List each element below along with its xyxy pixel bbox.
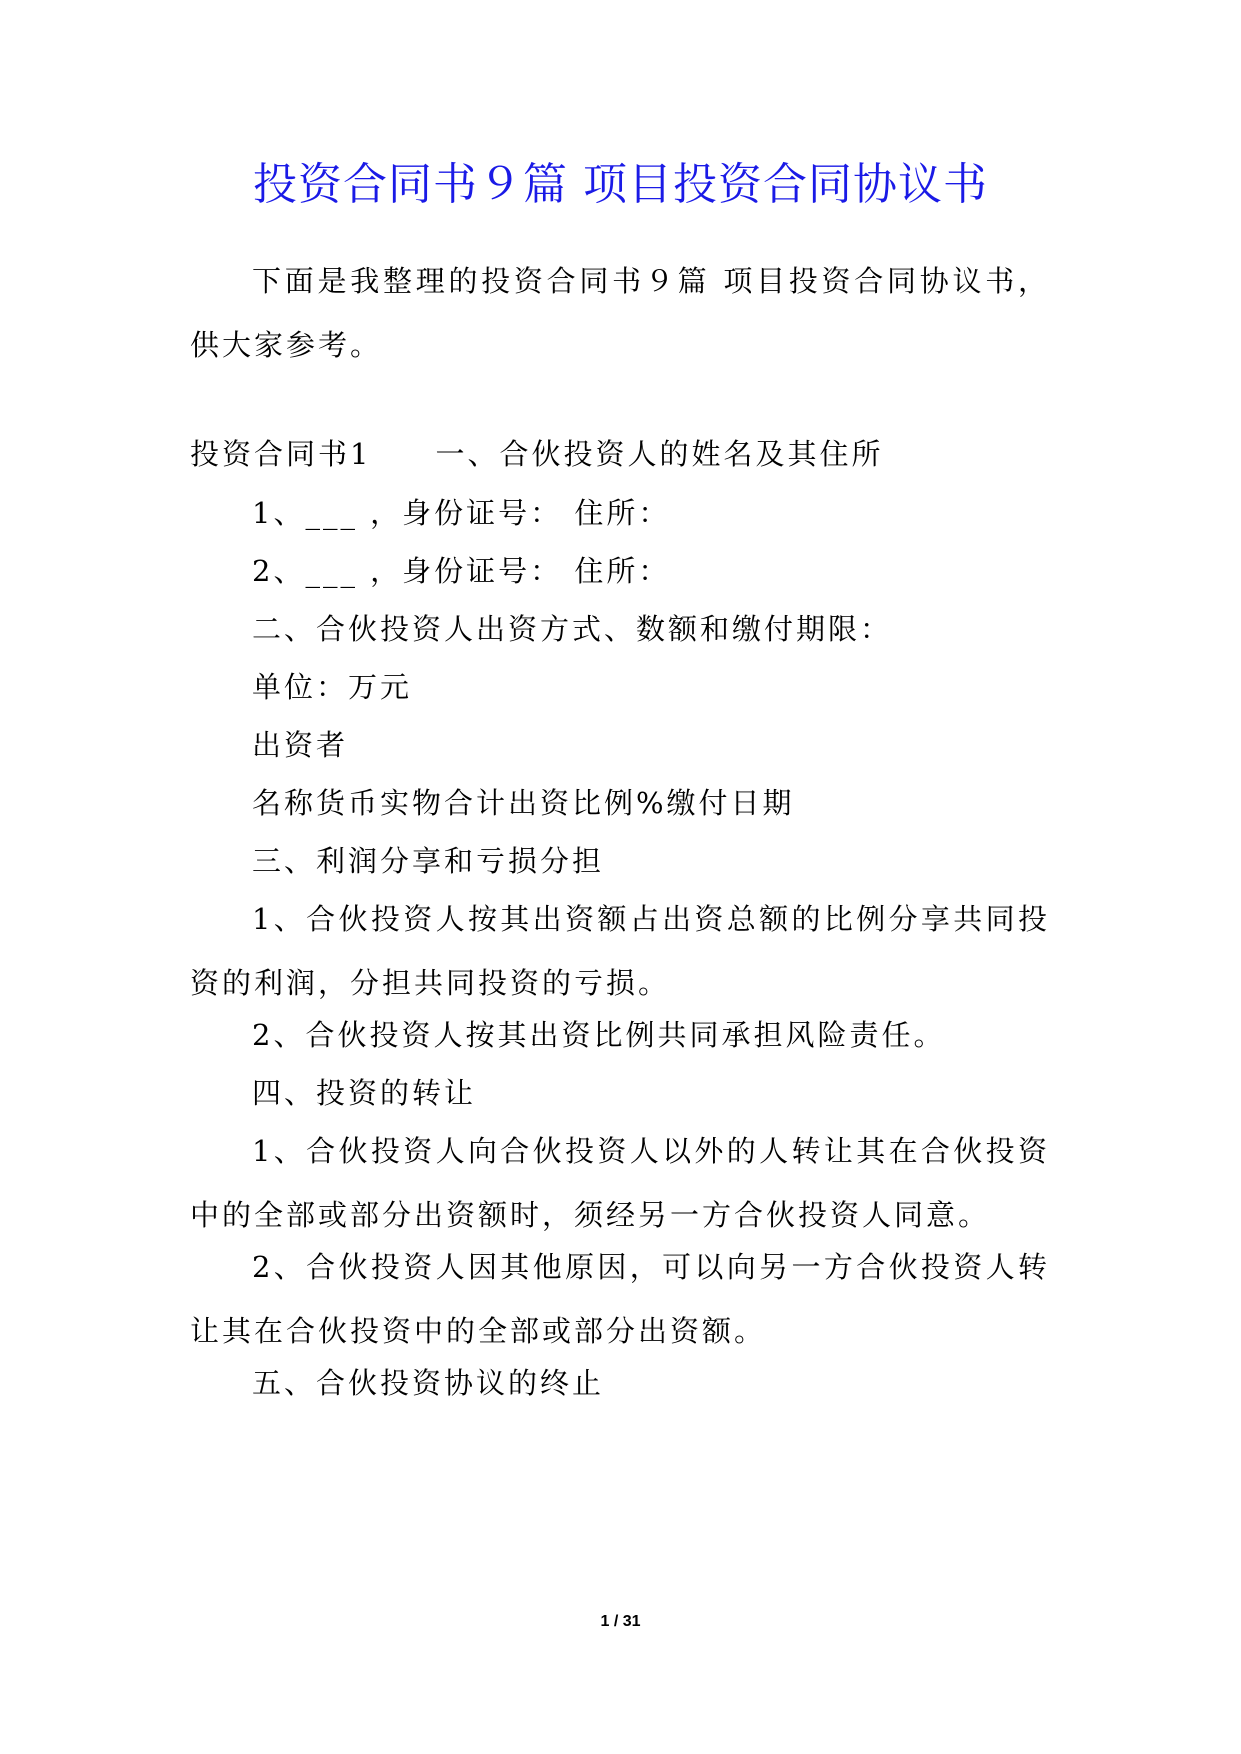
document-title: 投资合同书９篇 项目投资合同协议书: [253, 159, 988, 210]
section-4-heading: 四、投资的转让: [252, 1076, 477, 1110]
section-3-heading: 三、利润分享和亏损分担: [252, 844, 605, 878]
transfer-paragraph-1: 1、合伙投资人向合伙投资人以外的人转让其在合伙投资中的全部或部分出资额时，须经另一方合伙投资人同意。: [190, 1134, 1050, 1232]
unit-line: 单位：万元: [252, 670, 413, 704]
investor-line: 出资者: [252, 728, 349, 762]
section-2-heading: 二、合伙投资人出资方式、数额和缴付期限：: [252, 612, 893, 646]
intro-paragraph: 下面是我整理的投资合同书９篇 项目投资合同协议书，供大家参考。: [190, 264, 1050, 362]
table-columns-line: 名称货币实物合计出资比例%缴付日期: [252, 786, 795, 820]
profit-line-2: 2、合伙投资人按其出资比例共同承担风险责任。: [252, 1018, 946, 1052]
page-number: 1 / 31: [600, 1613, 641, 1630]
contract-heading-line: 投资合同书1 一、合伙投资人的姓名及其住所: [190, 437, 884, 471]
section-5-heading: 五、合伙投资协议的终止: [252, 1366, 605, 1400]
partner-1-line: 1、___ ，身份证号： 住所：: [252, 496, 671, 530]
partner-2-line: 2、___ ，身份证号： 住所：: [252, 554, 671, 588]
profit-paragraph-1: 1、合伙投资人按其出资额占出资总额的比例分享共同投资的利润，分担共同投资的亏损。: [190, 902, 1050, 1000]
transfer-paragraph-2: 2、合伙投资人因其他原因，可以向另一方合伙投资人转让其在合伙投资中的全部或部分出资额。: [190, 1250, 1050, 1348]
